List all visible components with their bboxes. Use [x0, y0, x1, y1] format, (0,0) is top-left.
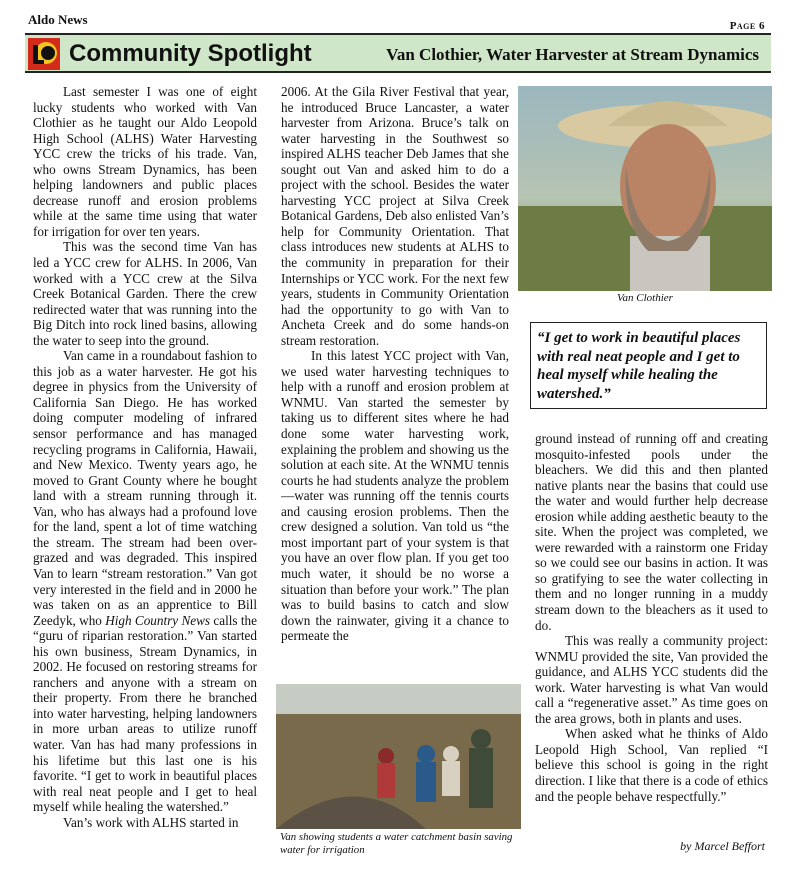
section-title: Community Spotlight	[69, 40, 312, 67]
students-basin-photo	[276, 684, 521, 829]
article-headline: Van Clothier, Water Harvester at Stream Dynamics	[386, 45, 759, 64]
photo-caption: Van Clothier	[617, 292, 673, 304]
paragraph: Van’s work with ALHS started in	[63, 814, 239, 830]
paragraph: Last semester I was one of eight lucky students who worked with Van Clothier as he taught our Aldo Leopold High School (ALHS) Water Harvesting YCC crew the tricks of his trade. Van, who owns Stream Dynamics, has been helping landowners and public places decrease runoff and erosion problems while at the same time using that water for irrigation for over ten years.	[33, 84, 257, 239]
paragraph	[33, 348, 257, 814]
article-column-2	[281, 84, 509, 669]
author-byline: by Marcel Beffort	[680, 839, 765, 853]
paragraph: In this latest YCC project with Van, we used water harvesting techniques to help with a runoff and erosion problem at WNMU. Van started the semester by taking us to different sites where he had done some water harvesting work, explaining the problem and showing us the solution at each site. At the WNMU tennis courts he had students analyze the problem—water was running off the tennis courts and causing erosion problems. Then the crew designed a solution. Van told us “the most important part of your system is that you have an over flow plan. If you get too much water, it should be no worse a situation than before your work.” The plan was to build basins to catch and slow down the rainwater, giving it a chance to permeate the	[281, 348, 509, 644]
paragraph: This was really a community project: WNMU provided the site, Van provided the guidance, and ALHS YCC students did the work. Water harvesting is what Van would call a “regenerative asset.” As time goes on the area grows, both in plants and uses.	[535, 633, 768, 726]
van-clothier-portrait	[518, 86, 772, 291]
paragraph: ground instead of running off and creating mosquito-infested pools under the bleachers. We did this and then planted native plants near the basins that could use the water and would further help decrease erosion while adding aesthetic beauty to the site. When the project was completed, we were rewarded with a rainstorm one Friday so we could see our basins in action. It was so gratifying to see the water collecting in them and no longer running in a muddy stream down to the bleachers as it used to do.	[535, 431, 768, 633]
article-column-1	[33, 84, 257, 864]
paragraph: This was the second time Van has led a YCC crew for ALHS. In 2006, Van worked with a YCC crew at the Silva Creek Botanical Garden. There the crew redirected water that was running into the Big Ditch into rock lined basins, allowing the water to seep into the ground.	[33, 239, 257, 348]
paragraph-text: calls the “guru of riparian restoration.” Van started his own business, Stream Dynamics, in 2002. He focused on restoring streams for ranchers and anyone with a stream on their property. From there he branched into water harvesting, helping landowners in more urban areas to utilize runoff water. Van has had many professions in his lifetime but this last one is his favorite. “I get to work in beautiful places with real neat people and I get to heal myself while healing the watershed.”	[33, 612, 257, 815]
paragraph: When asked what he thinks of Aldo Leopold High School, Van replied “I believe this school is going in the right direction. I like that there is a code of ethics and the people behave respectfully.”	[535, 726, 768, 804]
pull-quote: “I get to work in beautiful places with real neat people and I get to heal myself while healing the watershed.”	[530, 322, 767, 409]
aldo-leopold-logo-icon	[28, 38, 60, 70]
photo-caption: Van showing students a water catchment basin saving water for irrigation	[280, 831, 513, 856]
publication-name: Aldo News	[28, 12, 88, 27]
article-column-3	[535, 431, 768, 841]
paragraph-text: Van came in a roundabout fashion to this job as a water harvester. He got his degree in physics from the University of California San Diego. He has worked doing computer modeling of infrared sensor performance and has managed recycling programs in California, Hawaii, and New Mexico. Twenty years ago, he moved to Grant County where he bought land with a stream running through it. Van, who has always had a profound love for the land, spent a lot of time watching the stream. The stream had been over-grazed and was degraded. This inspired Van to learn “stream restoration.” Van got very interested in the field and in 2000 he was taken on as an apprentice to Bill Zeedyk, who	[33, 348, 257, 628]
section-banner	[25, 33, 771, 73]
page-number: Page 6	[729, 20, 765, 32]
paragraph: 2006. At the Gila River Festival that year, he introduced Bruce Lancaster, a water harvester from Arizona. Bruce’s talk on water harvesting in the Southwest so inspired ALHS teacher Deb James that she sought out Van and asked him to do a project with the school. Besides the water harvesting YCC project at Silva Creek Botanical Gardens, Deb also enlisted Van’s help for Community Orientation. That class introduces new students at ALHS to the community in preparation for their Internships or YCC work. For the next few years, students in Community Orientation had the opportunity to go with Van to Ancheta Creek and do some hands-on stream restoration.	[281, 84, 509, 348]
publication-title: High Country News	[105, 612, 211, 628]
